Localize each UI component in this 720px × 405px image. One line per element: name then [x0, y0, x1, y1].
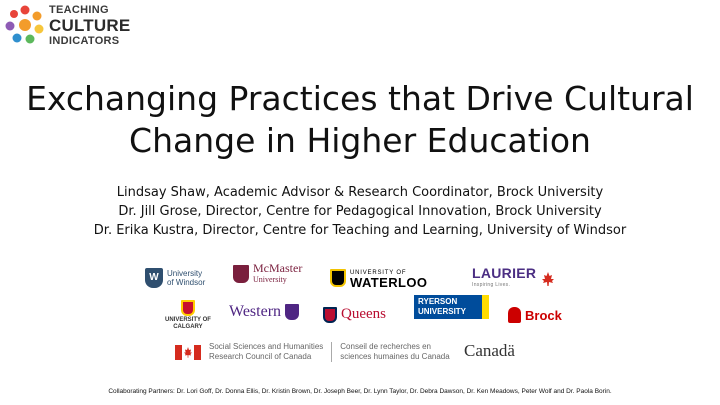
sshrc-divider	[331, 342, 332, 362]
mcmaster-name: McMaster	[253, 261, 303, 275]
logo-line-3: INDICATORS	[49, 35, 120, 47]
windsor-logo	[145, 268, 205, 288]
sshrc-logo	[175, 342, 450, 362]
queens-name: Queens	[341, 306, 386, 322]
ryerson-line-2: UNIVERSITY	[418, 307, 467, 316]
slide-title	[0, 78, 720, 162]
western-shield-icon	[285, 304, 299, 320]
canada-name: Canadä	[464, 341, 515, 360]
laurier-name: LAURIER	[472, 265, 537, 281]
waterloo-shield-icon	[330, 269, 346, 287]
calgary-shield-icon	[181, 300, 195, 316]
canada-wordmark	[464, 341, 515, 361]
brock-logo	[508, 307, 562, 323]
author-list	[0, 183, 720, 240]
logo-text	[49, 5, 130, 47]
brock-name: Brock	[525, 307, 562, 323]
brock-shield-icon	[508, 307, 521, 323]
title-line-2: Change in Higher Education	[129, 121, 591, 160]
windsor-line-2: of Windsor	[167, 278, 206, 287]
queens-logo	[323, 306, 386, 323]
author-line: Dr. Jill Grose, Director, Centre for Pedagogical Innovation, Brock University	[118, 204, 602, 219]
windsor-shield-icon: W	[145, 268, 163, 288]
waterloo-top: UNIVERSITY OF	[350, 270, 407, 276]
calgary-line-1: UNIVERSITY OF	[165, 317, 211, 323]
mcmaster-shield-icon	[233, 265, 249, 283]
maple-leaf-icon	[540, 271, 556, 287]
waterloo-logo	[330, 268, 427, 288]
logo-line-1: TEACHING	[49, 4, 109, 16]
logo-line-2: CULTURE	[49, 16, 131, 35]
mcmaster-sub: University	[253, 275, 287, 284]
calgary-line-2: CALGARY	[173, 324, 203, 330]
author-line: Dr. Erika Kustra, Director, Centre for Teaching and Learning, University of Windsor	[93, 223, 627, 238]
ryerson-accent-bar	[482, 295, 489, 319]
windsor-line-1: University	[167, 269, 203, 278]
western-logo	[229, 303, 299, 321]
teaching-culture-indicators-logo	[4, 4, 154, 52]
calgary-logo	[165, 300, 211, 331]
title-line-1: Exchanging Practices that Drive Cultural	[26, 79, 694, 118]
ryerson-line-1: RYERSON	[418, 297, 458, 306]
sshrc-fr-1: Conseil de recherches en	[340, 342, 431, 351]
laurier-logo	[472, 267, 556, 291]
laurier-sub: Inspiring Lives.	[472, 282, 511, 288]
author-line: Lindsay Shaw, Academic Advisor & Research Coordinator, Brock University	[116, 185, 604, 200]
collaborating-partners-footer: Collaborating Partners: Dr. Lori Goff, Dr. Donna Ellis, Dr. Kristin Brown, Dr. Joseph Beer, Dr. Lynn Taylor, Dr. Debra Dawson, Dr. Ken Meadows, Peter Wolf and Dr. Paola Borin.	[108, 388, 612, 395]
queens-shield-icon	[323, 307, 337, 323]
waterloo-name: WATERLOO	[350, 275, 428, 290]
western-name: Western	[229, 303, 282, 320]
mcmaster-logo	[233, 263, 302, 285]
sshrc-fr-2: sciences humaines du Canada	[340, 352, 450, 361]
logo-circle-icon	[4, 4, 46, 46]
sshrc-en-2: Research Council of Canada	[209, 352, 312, 361]
sshrc-en-1: Social Sciences and Humanities	[209, 342, 324, 351]
canada-flag-icon	[175, 345, 201, 360]
ryerson-logo	[414, 295, 482, 319]
